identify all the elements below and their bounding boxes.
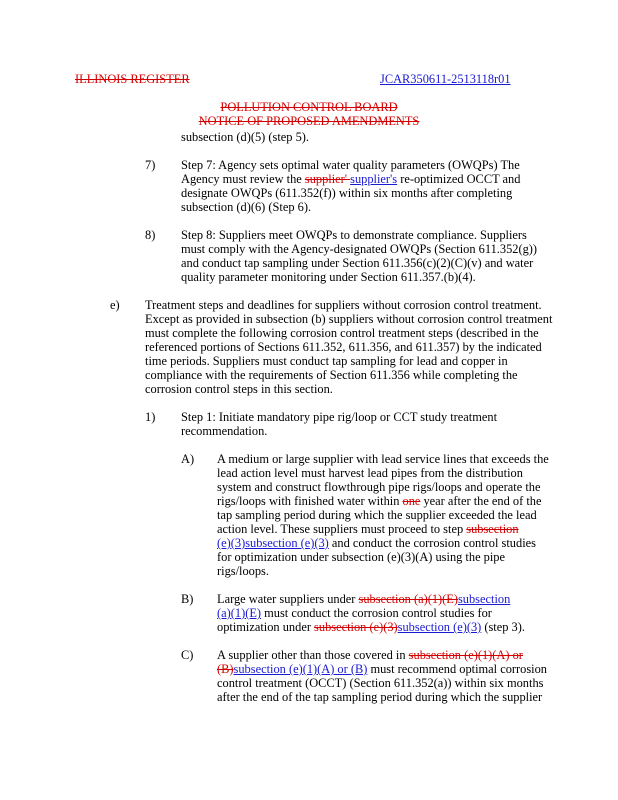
item-A-line-7 — [217, 536, 536, 550]
deleted-text: (B) — [217, 662, 234, 676]
item-7-line-2 — [181, 172, 520, 186]
text: optimization under — [217, 620, 315, 634]
item-A-line-5: tap sampling period during which the supplier exceeded the lead — [217, 508, 537, 522]
item-B-label: B) — [181, 592, 194, 606]
item-e-line-2: Except as provided in subsection (b) suppliers without corrosion control treatment — [145, 312, 553, 326]
text: Agency must review the — [181, 172, 305, 186]
item-e-line-7: corrosion control steps in this section. — [145, 382, 333, 396]
item-A-line-4 — [217, 494, 541, 508]
deleted-text: subsection (e)(3) — [314, 620, 398, 634]
item-e1-label: 1) — [145, 410, 156, 424]
deleted-text: one — [402, 494, 421, 508]
item-C-label: C) — [181, 648, 194, 662]
inserted-text: (e)(3)subsection (e)(3) — [217, 536, 329, 550]
inserted-text: supplier's — [350, 172, 398, 186]
deleted-text: subsection (a)(1)(E) — [358, 592, 458, 606]
item-8-line-3: and conduct tap sampling under Section 611.356(c)(2)(C)(v) and water — [181, 256, 534, 270]
item-A-line-3: system and construct flowthrough pipe rigs/loops and operate the — [217, 480, 541, 494]
text: Large water suppliers under — [217, 592, 359, 606]
agency-title: POLLUTION CONTROL BOARD — [220, 100, 398, 114]
item-B-line-3 — [217, 620, 525, 634]
deleted-text: supplier' — [304, 172, 351, 186]
inserted-text: subsection (e)(3) — [397, 620, 482, 634]
item-C-line-4: after the end of the tap sampling period during which the supplier — [217, 690, 543, 704]
item-7-line-1: Step 7: Agency sets optimal water quality parameters (OWQPs) The — [181, 158, 520, 172]
item-C-line-1 — [217, 648, 523, 662]
item-7-line-4: subsection (d)(6) (Step 6). — [181, 200, 312, 214]
item-A-line-2: lead action level must harvest lead pipes from the distribution — [217, 466, 523, 480]
item-C-line-2 — [217, 662, 547, 676]
item-A-line-6 — [217, 522, 519, 536]
deleted-text: subsection (e)(1)(A) or — [408, 648, 523, 662]
continuation-line: subsection (d)(5) (step 5). — [181, 130, 310, 144]
item-e1-line-1: Step 1: Initiate mandatory pipe rig/loop or CCT study treatment — [181, 410, 498, 424]
inserted-text: subsection — [457, 592, 511, 606]
item-A-line-9: rigs/loops. — [217, 564, 269, 578]
text: must conduct the corrosion control studies for — [261, 606, 492, 620]
jcar-code: JCAR350611-2513118r01 — [380, 72, 511, 86]
item-e-line-5: time periods. Suppliers must conduct tap sampling for lead and copper in — [145, 354, 508, 368]
text: must recommend optimal corrosion — [367, 662, 548, 676]
item-8-line-1: Step 8: Suppliers meet OWQPs to demonstrate compliance. Suppliers — [181, 228, 527, 242]
text: year after the end of the — [420, 494, 542, 508]
item-B-line-1 — [217, 592, 510, 606]
register-header: ILLINOIS REGISTER — [75, 72, 190, 86]
inserted-text: subsection (e)(1)(A) or (B) — [233, 662, 368, 676]
item-7-line-3: designate OWQPs (611.352(f)) within six months after completing — [181, 186, 513, 200]
item-C-line-3: control treatment (OCCT) (Section 611.352(a)) within six months — [217, 676, 544, 690]
text: (step 3). — [481, 620, 525, 634]
item-e-line-1: Treatment steps and deadlines for suppliers without corrosion control treatment. — [145, 298, 542, 312]
item-e-line-4: referenced portions of Sections 611.352, 611.356, and 611.357) by the indicated — [145, 340, 542, 354]
item-8-line-2: must comply with the Agency-designated OWQPs (Section 611.352(g)) — [181, 242, 538, 256]
item-B-line-2 — [217, 606, 492, 620]
item-8-label: 8) — [145, 228, 156, 242]
deleted-text: subsection — [466, 522, 519, 536]
item-e1-line-2: recommendation. — [181, 424, 268, 438]
item-e-line-3: must complete the following corrosion control treatment steps (described in the — [145, 326, 539, 340]
item-A-line-8: for optimization under subsection (e)(3)(A) using the pipe — [217, 550, 506, 564]
item-8-line-4: quality parameter monitoring under Section 611.357.(b)(4). — [181, 270, 476, 284]
item-e-line-6: compliance with the requirements of Section 611.356 while completing the — [145, 368, 518, 382]
item-A-label: A) — [181, 452, 195, 466]
item-7-label: 7) — [145, 158, 156, 172]
notice-title: NOTICE OF PROPOSED AMENDMENTS — [198, 114, 420, 128]
text: action level. These suppliers must proceed to step — [217, 522, 467, 536]
item-e-label: e) — [110, 298, 120, 312]
text: re-optimized OCCT and — [397, 172, 521, 186]
text: and conduct the corrosion control studies — [328, 536, 536, 550]
text: A supplier other than those covered in — [217, 648, 409, 662]
text: rigs/loops with finished water within — [217, 494, 403, 508]
inserted-text: (a)(1)(E) — [217, 606, 262, 620]
item-A-line-1: A medium or large supplier with lead service lines that exceeds the — [217, 452, 549, 466]
